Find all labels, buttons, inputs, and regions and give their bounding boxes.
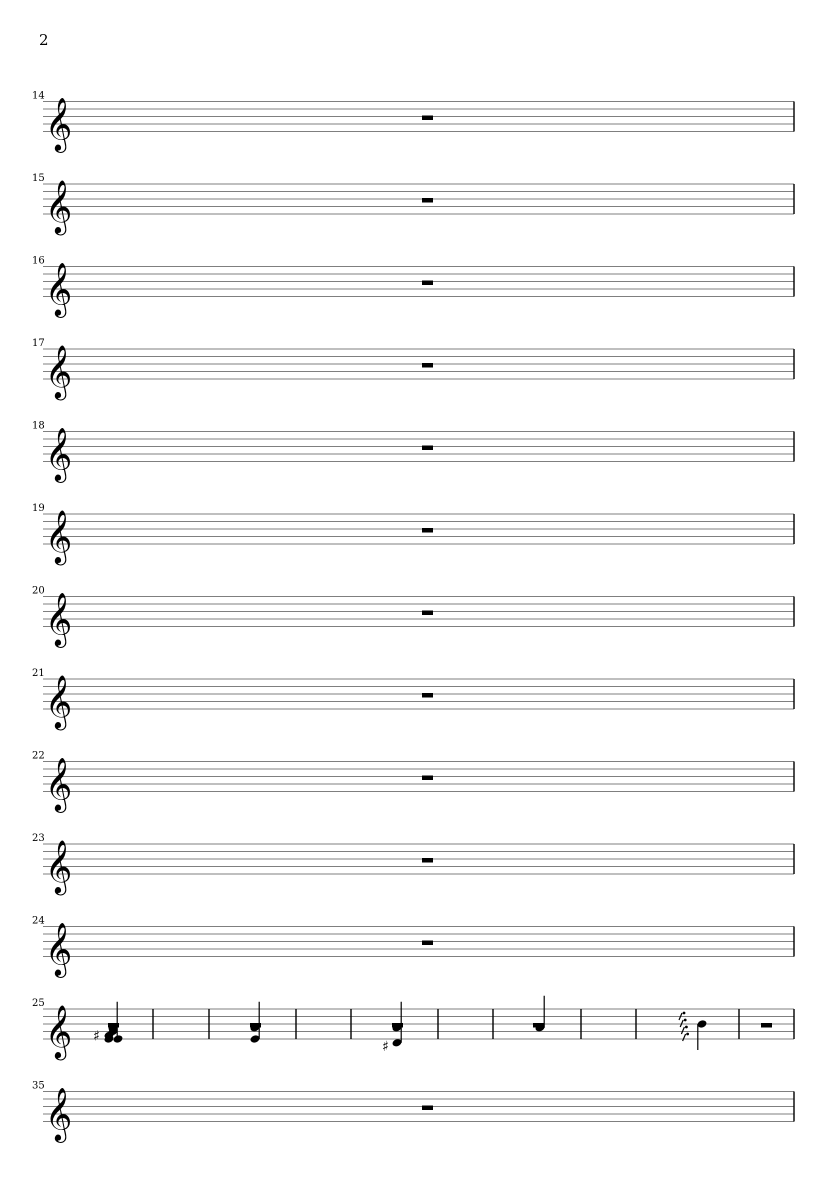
treble-clef-icon: 𝄞: [45, 344, 73, 398]
rest-icon: [422, 1106, 433, 1111]
measure-number: 20: [32, 585, 45, 597]
rest-icon: [680, 1020, 683, 1027]
sharp-icon: ♯: [93, 1028, 100, 1045]
staff-system-17: [32, 338, 794, 400]
rest-icon: [422, 858, 433, 863]
rest-flag: [684, 1019, 687, 1022]
treble-clef-icon: 𝄞: [45, 839, 73, 893]
staff-system-15: [32, 173, 794, 235]
treble-clef-icon: 𝄞: [45, 591, 73, 646]
note-head: [113, 1034, 124, 1044]
measure-number: 19: [32, 503, 45, 514]
rest-flag: [683, 1012, 686, 1015]
rest-icon: [681, 1027, 684, 1034]
treble-clef-icon: 𝄞: [45, 509, 73, 563]
staff-system-16: [32, 256, 794, 318]
rest-icon: [761, 1023, 772, 1028]
staff-system-22: [32, 751, 794, 813]
rest-icon: [683, 1034, 686, 1041]
measure-number: 35: [32, 1080, 45, 1092]
measure-number: 24: [32, 915, 45, 927]
rest-icon: [422, 446, 433, 451]
staff-system-21: [32, 668, 794, 730]
measure-number: 14: [32, 90, 45, 102]
measure-number: 25: [32, 998, 45, 1009]
measure-number: 16: [32, 255, 45, 267]
rest-icon: [422, 363, 433, 368]
rest-icon: [422, 941, 433, 946]
treble-clef-icon: 𝄞: [45, 261, 73, 316]
staff-system-24: [32, 916, 794, 978]
rest-icon: [422, 116, 433, 121]
treble-clef-icon: 𝄞: [45, 426, 73, 481]
sharp-icon: ♯: [382, 1038, 389, 1055]
treble-clef-icon: 𝄞: [45, 96, 73, 151]
treble-clef-icon: 𝄞: [45, 921, 73, 976]
page-number: 2: [39, 31, 49, 49]
staff-system-19: [32, 503, 794, 565]
measure-number: 21: [32, 668, 45, 679]
rest-icon: [422, 198, 433, 203]
staff-system-18: [32, 421, 794, 483]
rest-icon: [422, 693, 433, 698]
treble-clef-icon: 𝄞: [45, 1004, 73, 1058]
measure-number: 23: [32, 833, 45, 844]
staff-system-25: [32, 996, 794, 1060]
rest-icon: [422, 528, 433, 533]
staff-system-23: [32, 833, 794, 895]
treble-clef-icon: 𝄞: [45, 179, 73, 233]
rest-icon: [422, 776, 433, 781]
measure-number: 17: [32, 338, 45, 349]
staff-system-20: [32, 586, 794, 648]
treble-clef-icon: 𝄞: [45, 1086, 73, 1141]
rest-icon: [422, 281, 433, 286]
measure-number: 18: [32, 420, 45, 432]
treble-clef-icon: 𝄞: [45, 674, 73, 728]
staff-system-14: [32, 91, 794, 153]
treble-clef-icon: 𝄞: [45, 756, 73, 811]
measure-number: 15: [32, 173, 45, 184]
rest-flag: [685, 1026, 688, 1029]
measure-number: 22: [32, 750, 45, 762]
rest-icon: [422, 611, 433, 616]
staff-system-35: [32, 1081, 794, 1143]
rest-flag: [686, 1033, 689, 1036]
